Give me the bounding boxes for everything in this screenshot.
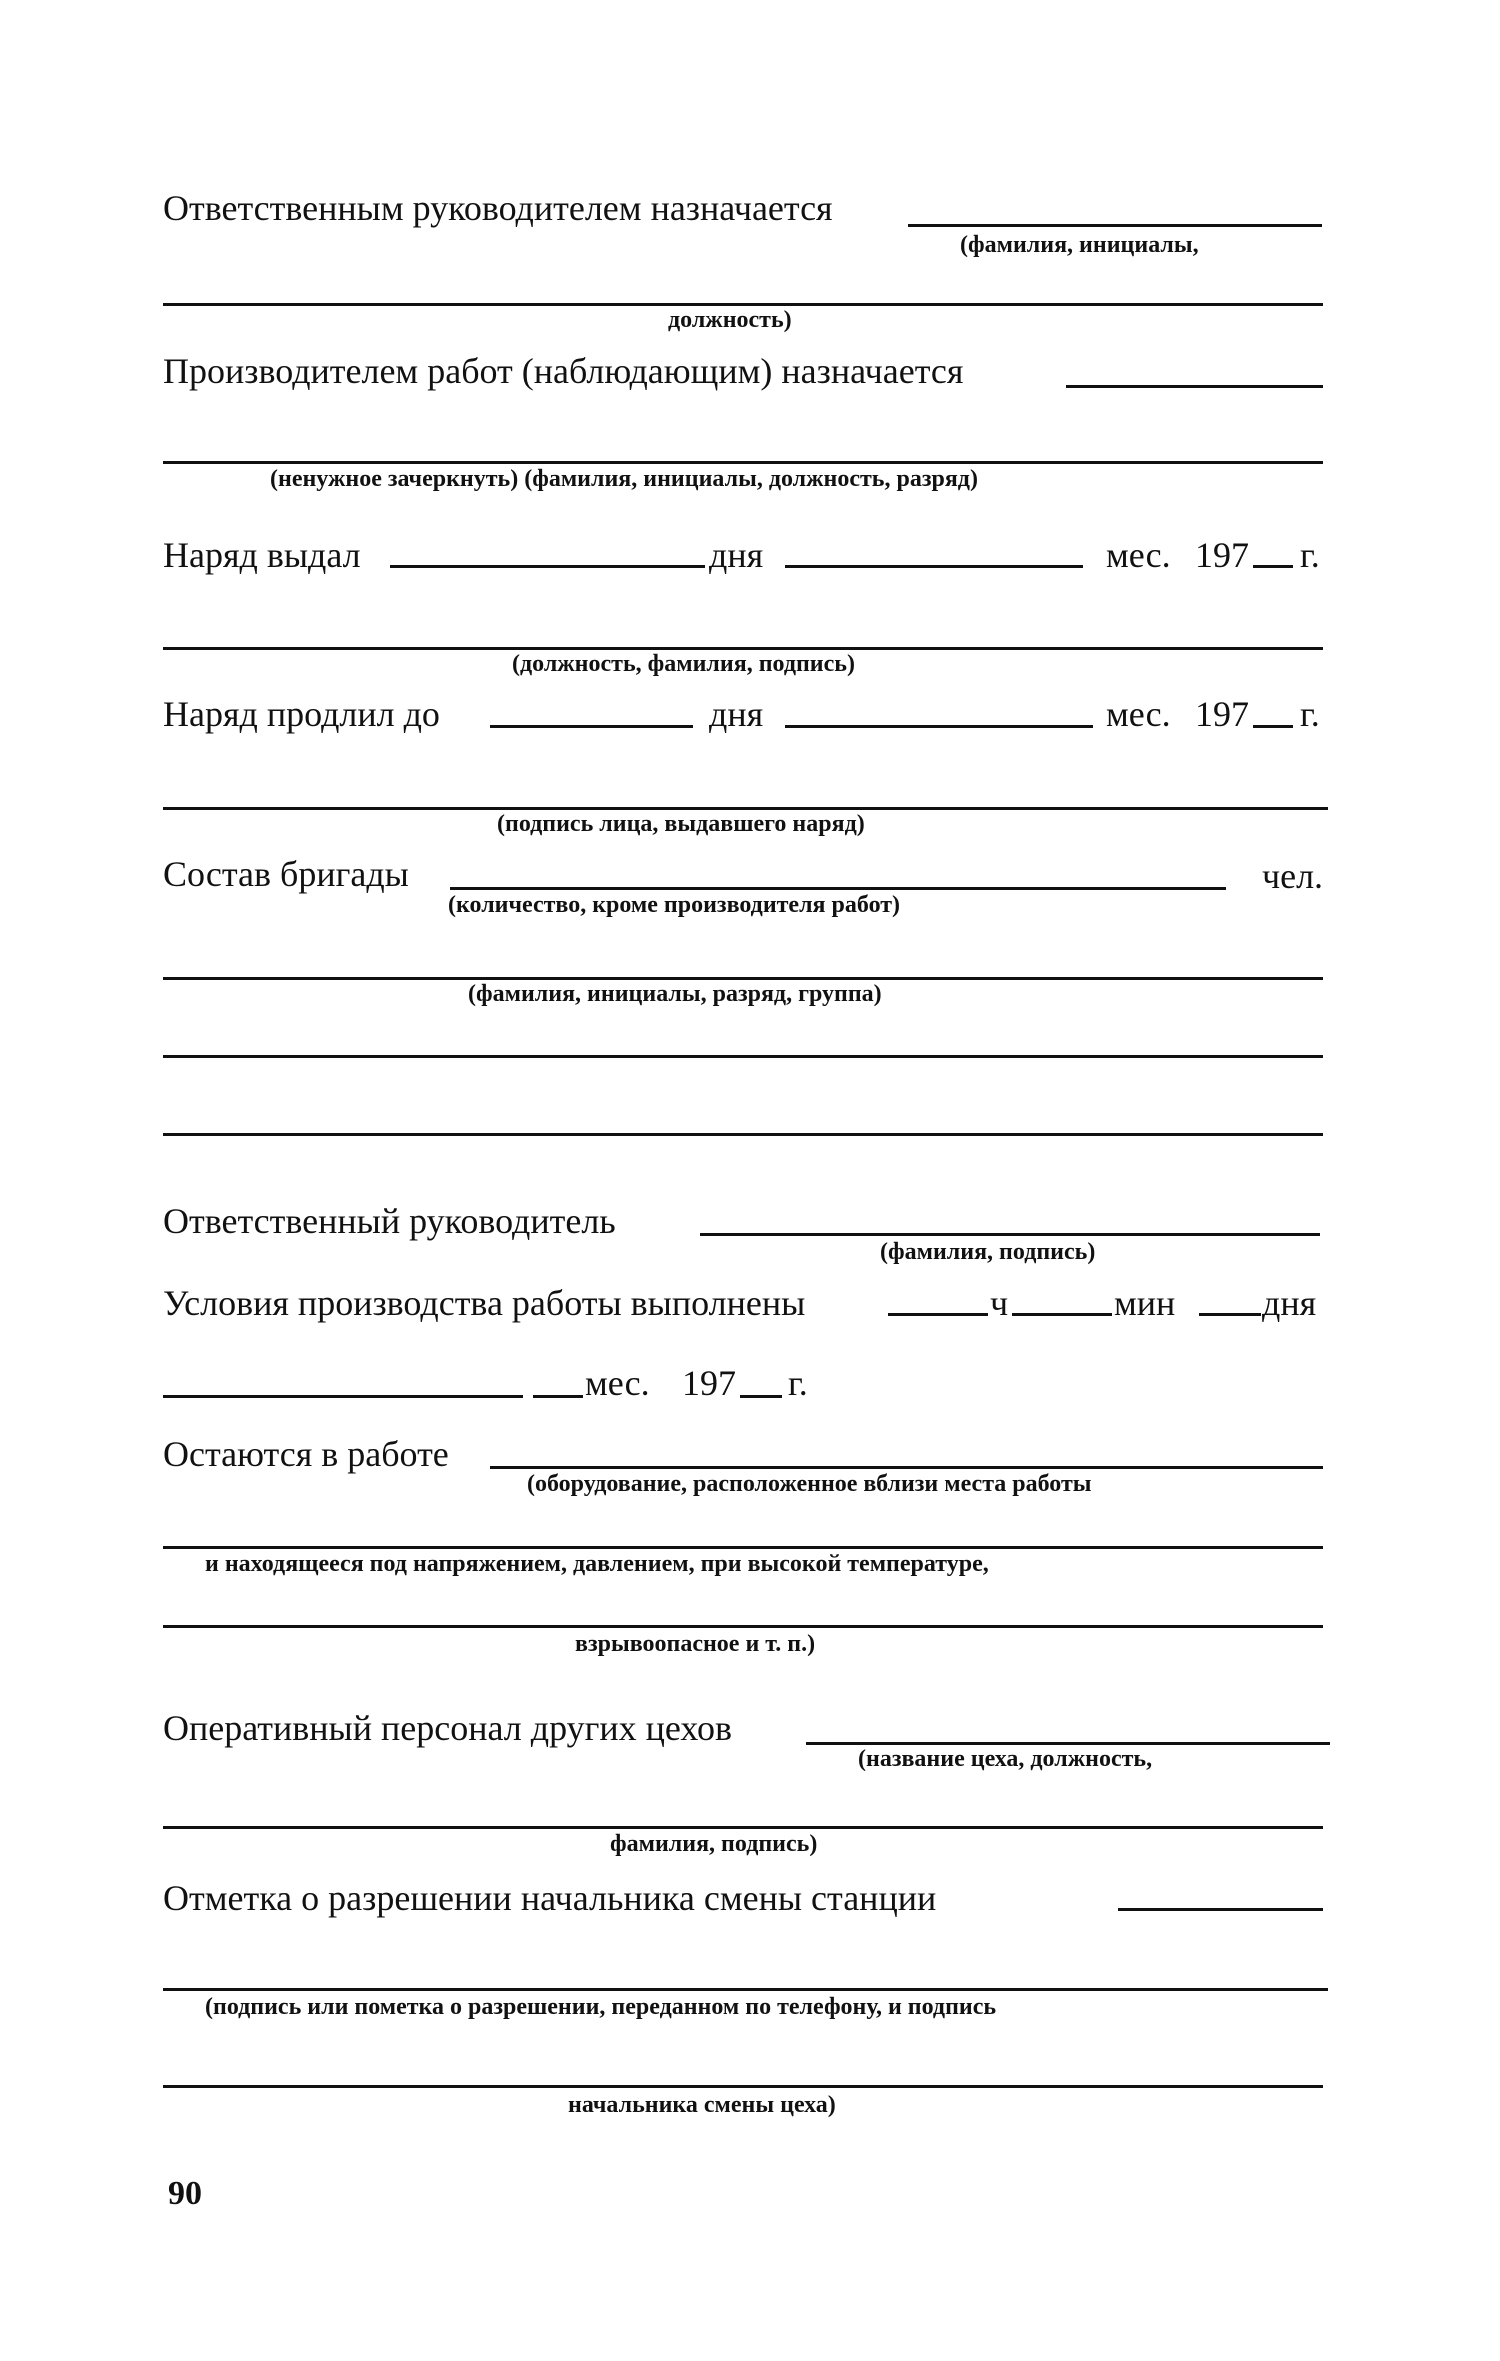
resp-leader-field-line[interactable] [908, 224, 1322, 227]
brigade-count-line[interactable] [450, 887, 1226, 890]
issued-g-label: г. [1300, 535, 1320, 575]
remain-caption-3: взрывоопасное и т. п.) [575, 1631, 816, 1657]
permission-caption-2: начальника смены цеха) [568, 2092, 836, 2118]
issued-day-line[interactable] [785, 565, 1083, 568]
resp-leader-caption-1: (фамилия, инициалы, [960, 232, 1199, 258]
issued-year-line[interactable] [1253, 565, 1293, 568]
members-line-1[interactable] [163, 977, 1323, 980]
conditions-day-label: дня [1262, 1283, 1317, 1323]
conditions-hours-line[interactable] [888, 1313, 988, 1316]
issued-caption: (должность, фамилия, подпись) [512, 651, 855, 677]
issued-day-label: дня [709, 535, 764, 575]
members-caption: (фамилия, инициалы, разряд, группа) [468, 981, 882, 1007]
permission-label: Отметка о разрешении начальника смены станции [163, 1878, 937, 1918]
operative-label: Оперативный персонал других цехов [163, 1708, 733, 1748]
producer-field-line[interactable] [1066, 385, 1323, 388]
remain-line-3[interactable] [163, 1625, 1323, 1628]
remain-label: Остаются в работе [163, 1434, 449, 1474]
permission-line-2[interactable] [163, 1988, 1328, 1991]
operative-line-2[interactable] [163, 1826, 1323, 1829]
conditions-h-label: ч [990, 1283, 1009, 1323]
resp-leader-position-line[interactable] [163, 303, 1323, 306]
operative-caption-2: фамилия, подпись) [610, 1831, 818, 1857]
brigade-label: Состав бригады [163, 854, 409, 894]
remain-line-2[interactable] [163, 1546, 1323, 1549]
issued-by-line[interactable] [390, 565, 705, 568]
resp-leader2-label: Ответственный руководитель [163, 1201, 616, 1241]
brigade-unit: чел. [1262, 856, 1324, 896]
conditions-year-label: 197 [682, 1363, 736, 1403]
permission-line-3[interactable] [163, 2085, 1323, 2088]
extended-day-label: дня [709, 694, 764, 734]
conditions-min-label: мин [1114, 1283, 1176, 1323]
remain-line-1[interactable] [490, 1466, 1323, 1469]
conditions-day-line[interactable] [1199, 1313, 1261, 1316]
resp-leader-caption-2: должность) [668, 307, 792, 333]
extended-day-line[interactable] [785, 725, 1093, 728]
issued-signature-line[interactable] [163, 647, 1323, 650]
resp-leader2-line[interactable] [700, 1233, 1320, 1236]
extended-caption: (подпись лица, выдавшего наряд) [497, 811, 865, 837]
permission-caption-1: (подпись или пометка о разрешении, переданном по телефону, и подпись [205, 1994, 997, 2020]
producer-second-line[interactable] [163, 461, 1323, 464]
page-number: 90 [168, 2175, 202, 2212]
producer-label: Производителем работ (наблюдающим) назначается [163, 351, 964, 391]
extended-month-label: мес. [1106, 694, 1171, 734]
issued-month-label: мес. [1106, 535, 1171, 575]
conditions-year-line[interactable] [740, 1395, 782, 1398]
issued-label: Наряд выдал [163, 535, 361, 575]
conditions-g-label: г. [788, 1363, 808, 1403]
operative-line-1[interactable] [806, 1742, 1330, 1745]
brigade-caption: (количество, кроме производителя работ) [448, 892, 901, 918]
conditions-min-line[interactable] [1012, 1313, 1112, 1316]
members-line-3[interactable] [163, 1133, 1323, 1136]
extended-signature-line[interactable] [163, 807, 1328, 810]
producer-caption: (ненужное зачеркнуть) (фамилия, инициалы, должность, разряд) [270, 466, 978, 492]
issued-year-label: 197 [1195, 535, 1249, 575]
permission-line-1[interactable] [1118, 1908, 1323, 1911]
conditions-month-label: мес. [585, 1363, 650, 1403]
extended-g-label: г. [1300, 694, 1320, 734]
conditions-month-line[interactable] [533, 1395, 583, 1398]
remain-caption-1: (оборудование, расположенное вблизи места работы [527, 1471, 1092, 1497]
conditions-label: Условия производства работы выполнены [163, 1283, 806, 1323]
extended-until-line[interactable] [490, 725, 693, 728]
members-line-2[interactable] [163, 1055, 1323, 1058]
operative-caption-1: (название цеха, должность, [858, 1746, 1153, 1772]
extended-year-line[interactable] [1253, 725, 1293, 728]
resp-leader2-caption: (фамилия, подпись) [880, 1239, 1096, 1265]
resp-leader-label: Ответственным руководителем назначается [163, 188, 833, 228]
extended-label: Наряд продлил до [163, 694, 440, 734]
extended-year-label: 197 [1195, 694, 1249, 734]
remain-caption-2: и находящееся под напряжением, давлением, при высокой температуре, [205, 1551, 989, 1577]
conditions-date-line[interactable] [163, 1395, 523, 1398]
